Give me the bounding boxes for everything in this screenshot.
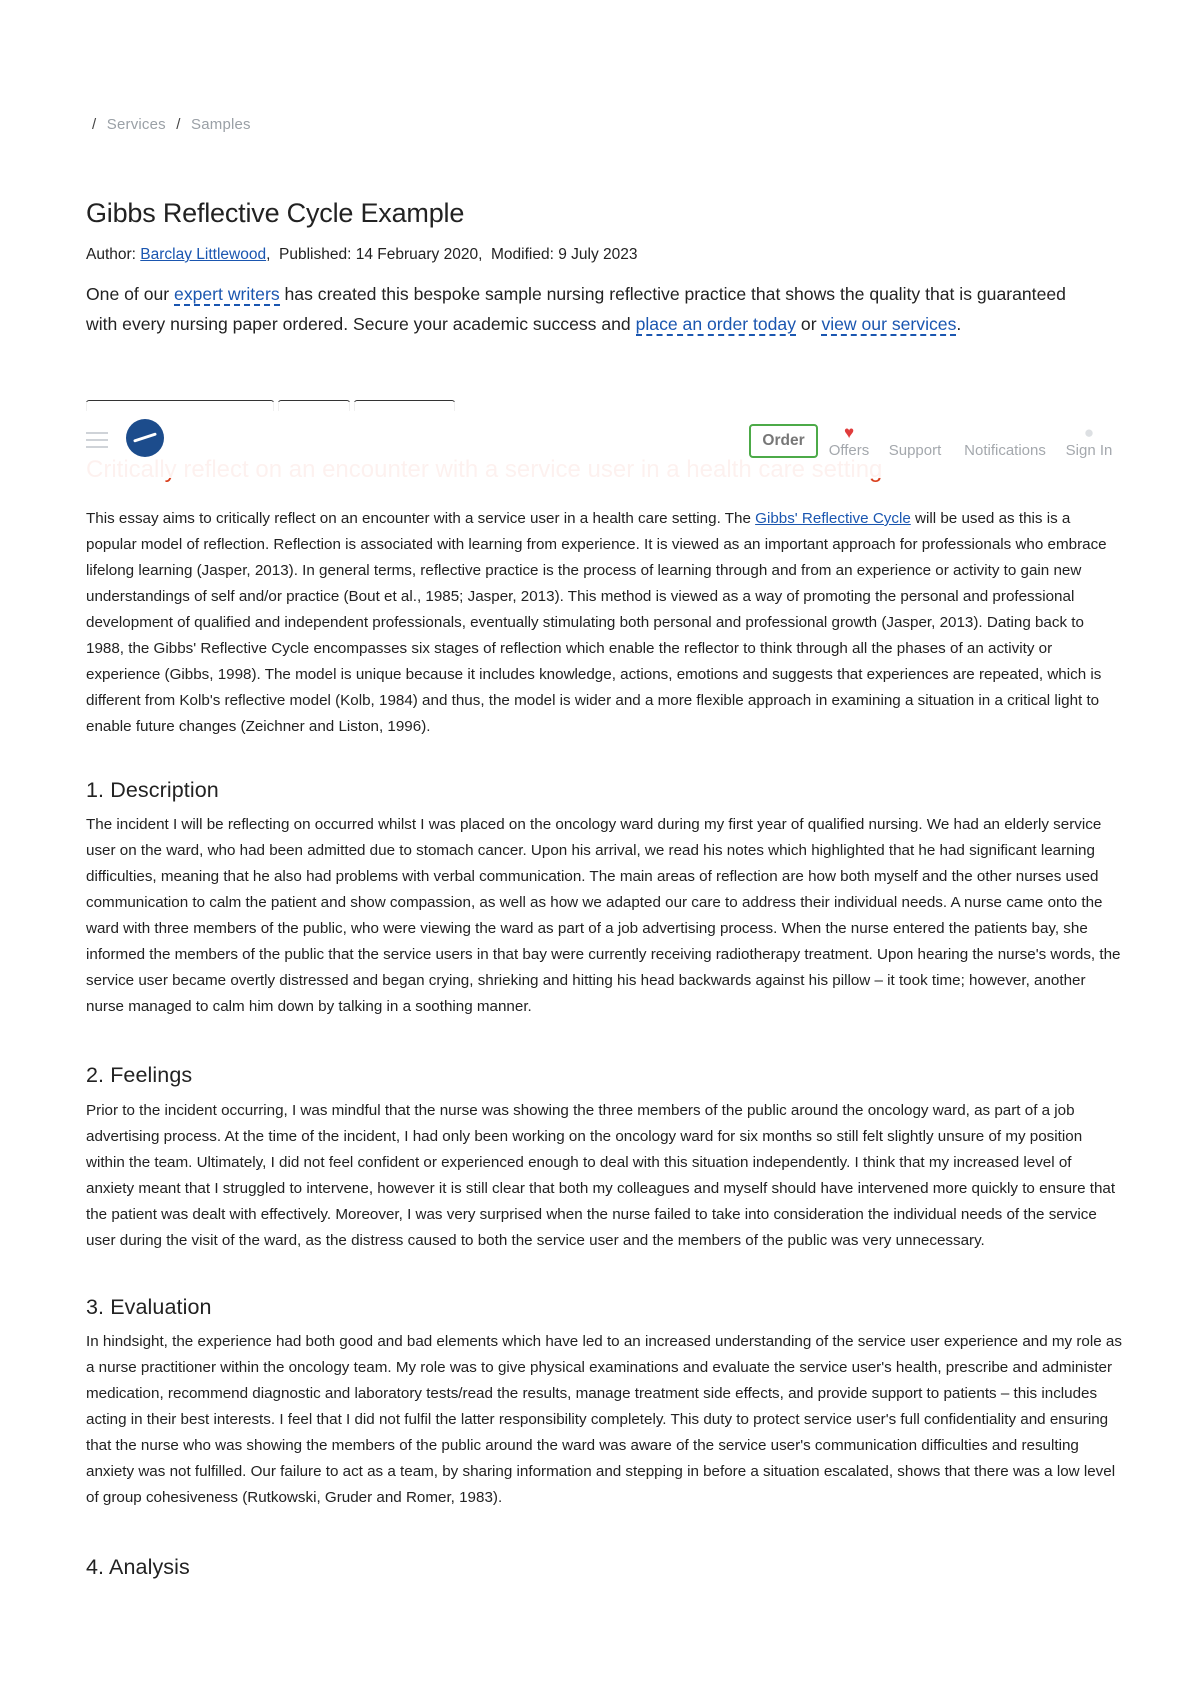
nav-support[interactable] xyxy=(886,424,944,459)
nav-notifications-label: Notifications xyxy=(964,442,1046,459)
breadcrumb-separator: / xyxy=(92,116,97,133)
expert-writers-link[interactable]: expert writers xyxy=(174,284,280,304)
intro-text: . xyxy=(956,313,962,334)
nav-sign-in[interactable] xyxy=(1064,424,1114,459)
nav-offers-label: Offers xyxy=(828,442,870,459)
section-text-evaluation: In hindsight, the experience had both good and bad elements which have led to an increased understanding of the service user experience and my role as a nurse practitioner within the oncology team. My role was to give physical examinations and evaluate the service user's health, prescribe and administer medication, recommend diagnostic and laboratory tests/read the results, manage treatment side effects, and provide support to patients – this includes acting in their best interests. I feel that I did not fulfil the latter responsibility completely. This duty to protect service user's full confidentiality and ensuring that the nurse who was showing the members of the public around the ward was aware of the service user's communication difficulties and resulting anxiety was not fulfilled. Our failure to act as a team, by sharing information and stepping in before a situation escalated, shows that there was a low level of group cohesiveness (Rutkowski, Gruder and Romer, 1983). xyxy=(86,1333,1122,1506)
paragraph-text: This essay aims to critically reflect on an encounter with a service user in a health care setting. The xyxy=(86,510,756,527)
heart-icon: ♥ xyxy=(843,423,855,442)
nav-support-label: Support xyxy=(888,442,942,459)
section-heading-description: 1. Description xyxy=(86,778,219,802)
breadcrumb-separator: / xyxy=(176,116,181,133)
view-services-link[interactable]: view our services xyxy=(821,313,957,334)
bell-icon xyxy=(960,424,1050,442)
nav-sign-in-label: Sign In xyxy=(1065,442,1113,459)
intro-text: has created this bespoke sample nursing reflective practice that shows the quality that is guaranteed with every nursing paper ordered. Secure your academic success and xyxy=(86,284,1066,334)
gibbs-cycle-link[interactable]: Gibbs' Reflective Cycle xyxy=(755,510,911,527)
page-title: Gibbs Reflective Cycle Example xyxy=(86,198,465,228)
section-heading-feelings: 2. Feelings xyxy=(86,1063,193,1087)
breadcrumb-services[interactable]: Services xyxy=(106,116,166,133)
paragraph-text: will be used as this is a popular model of reflection. Reflection is associated with learning from experience. It is viewed as an important approach for professionals who embrace lifelong learning (Jasper, 2013). In general terms, reflective practice is the process of learning through and from an experience or activity to gain new understandings of self and/or practice (Bout et al., 1985; Jasper, 2013). This method is viewed as a way of promoting the personal and professional development of qualified and independent professionals, eventually stimulating both personal and professional growth (Jasper, 2013). Dating back to 1988, the Gibbs' Reflective Cycle encompasses six stages of reflection which enable the reflector to think through all the phases of an activity or experience (Gibbs, 1998). The model is unique because it includes knowledge, actions, emotions and suggests that experiences are repeated, which is different from Kolb's reflective model (Kolb, 1984) and thus, the model is wider and a more flexible approach in examining a situation in a critical light to enable future changes (Zeichner and Liston, 1996). xyxy=(86,510,1107,735)
author-link[interactable]: Barclay Littlewood xyxy=(140,246,267,263)
chat-icon xyxy=(886,424,944,442)
brand-logo[interactable] xyxy=(126,419,164,457)
intro-paragraph xyxy=(86,280,1086,339)
order-button[interactable]: Order xyxy=(749,424,818,458)
breadcrumb xyxy=(86,116,251,133)
modified-date: Modified: 9 July 2023 xyxy=(491,246,638,263)
place-order-link[interactable]: place an order today xyxy=(635,313,797,334)
hamburger-menu-icon[interactable] xyxy=(86,432,108,448)
published-date: Published: 14 February 2020, xyxy=(279,246,483,263)
intro-body-paragraph xyxy=(86,506,1122,740)
user-icon: ● xyxy=(1083,423,1095,442)
breadcrumb-samples[interactable]: Samples xyxy=(191,116,251,133)
article-meta: Author: Barclay Littlewood, Published: 14 February 2020, Modified: 9 July 2023 xyxy=(86,246,638,263)
intro-text: One of our xyxy=(86,284,175,304)
section-text-description: The incident I will be reflecting on occurred whilst I was placed on the oncology ward during my first year of qualified nursing. We had an elderly service user on the ward, who had been admitted due to stomach cancer. Upon his arrival, we read his notes which highlighted that he had significant learning difficulties, meaning that he also had problems with verbal communication. The main areas of reflection are how both myself and the other nurses used communication to calm the patient and show compassion, as well as how we adapted our care to address their individual needs. A nurse came onto the ward with three members of the public, who were viewing the ward as part of a job advertising process. When the nurse entered the patients bay, she informed the members of the public that the service users in that bay were currently receiving radiotherapy treatment. Upon hearing the nurse's words, the service user became overtly distressed and began crying, shrieking and hitting his head backwards against his pillow – it took time; however, another nurse managed to calm him down by talking in a soothing manner. xyxy=(86,816,1121,1015)
nav-offers[interactable] xyxy=(826,424,872,459)
section-heading-analysis: 4. Analysis xyxy=(86,1555,190,1579)
author-label: Author: xyxy=(86,246,136,263)
intro-text: or xyxy=(796,313,822,334)
section-heading-evaluation: 3. Evaluation xyxy=(86,1295,212,1319)
nav-notifications[interactable] xyxy=(960,424,1050,459)
section-text-feelings: Prior to the incident occurring, I was mindful that the nurse was showing the three members of the public around the oncology ward, as part of a job advertising process. At the time of the incident, I had only been working on the oncology ward for six months so still felt slightly unsure of my position within the team. Ultimately, I did not feel confident or experienced enough to deal with this situation independently. I think that my increased level of anxiety meant that I struggled to intervene, however it is still clear that both my colleagues and myself should have intervened more quickly to ensure that the patient was dealt with effectively. Moreover, I was very surprised when the nurse failed to take into consideration the individual needs of the service user during the visit of the ward, as the distress caused to both the service user and the members of the public was very unnecessary. xyxy=(86,1102,1116,1249)
